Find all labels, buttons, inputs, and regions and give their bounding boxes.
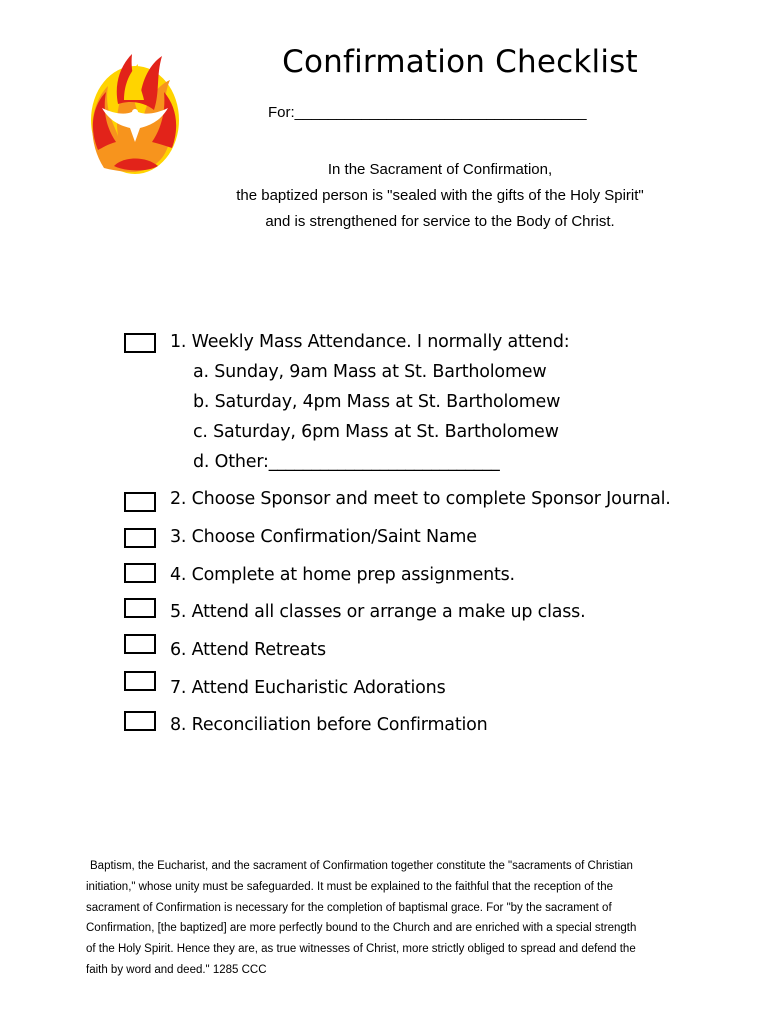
quote-line: Baptism, the Eucharist, and the sacrament of Confirmation together constitute the "sacraments of Christian [90,860,633,872]
checkbox-home-prep[interactable] [124,563,156,583]
checkbox-adorations[interactable] [124,671,156,691]
checklist-item-saint-name: 3. Choose Confirmation/Saint Name [170,527,477,547]
checklist-item-mass-attendance: 1. Weekly Mass Attendance. I normally attend: [170,332,570,352]
checkbox-saint-name[interactable] [124,528,156,548]
quote-line: Confirmation, [the baptized] are more perfectly bound to the Church and are enriched with a special strength [86,922,637,935]
checkbox-sponsor[interactable] [124,492,156,512]
intro-text [160,157,720,235]
quote-line: initiation," whose unity must be safeguarded. It must be explained to the faithful that the reception of the [86,880,614,893]
checklist-item-reconciliation: 8. Reconciliation before Confirmation [170,715,488,735]
intro-line: the baptized person is "sealed with the gifts of the Holy Spirit" [236,187,644,204]
checklist-item-sponsor: 2. Choose Sponsor and meet to complete Sponsor Journal. [170,489,671,509]
intro-line: and is strengthened for service to the Body of Christ. [265,213,615,230]
checkbox-retreats[interactable] [124,634,156,654]
page-title: Confirmation Checklist [282,44,638,80]
mass-option-c: c. Saturday, 6pm Mass at St. Bartholomew [193,422,559,442]
checklist-item-adorations: 7. Attend Eucharistic Adorations [170,678,446,698]
mass-option-other-field[interactable]: d. Other:___________________________ [193,452,500,472]
checkbox-reconciliation[interactable] [124,711,156,731]
checklist-item-home-prep: 4. Complete at home prep assignments. [170,565,515,585]
quote-line: sacrament of Confirmation is necessary for the completion of baptismal grace. For "by the sacrament of [86,901,612,914]
checkbox-classes[interactable] [124,598,156,618]
for-name-field[interactable]: For:___________________________________ [268,104,587,121]
holy-spirit-flame-dove-icon [84,40,186,176]
quote-line: of the Holy Spirit. Hence they are, as true witnesses of Christ, more strictly obliged to spread and defend the [86,943,636,956]
catechism-quote [86,856,706,981]
mass-option-b: b. Saturday, 4pm Mass at St. Bartholomew [193,392,561,412]
checkbox-mass-attendance[interactable] [124,333,156,353]
quote-line: faith by word and deed." 1285 CCC [86,963,267,976]
mass-option-a: a. Sunday, 9am Mass at St. Bartholomew [193,362,547,382]
checklist-item-classes: 5. Attend all classes or arrange a make up class. [170,602,586,622]
checklist-item-retreats: 6. Attend Retreats [170,640,326,660]
intro-line: In the Sacrament of Confirmation, [327,161,553,178]
